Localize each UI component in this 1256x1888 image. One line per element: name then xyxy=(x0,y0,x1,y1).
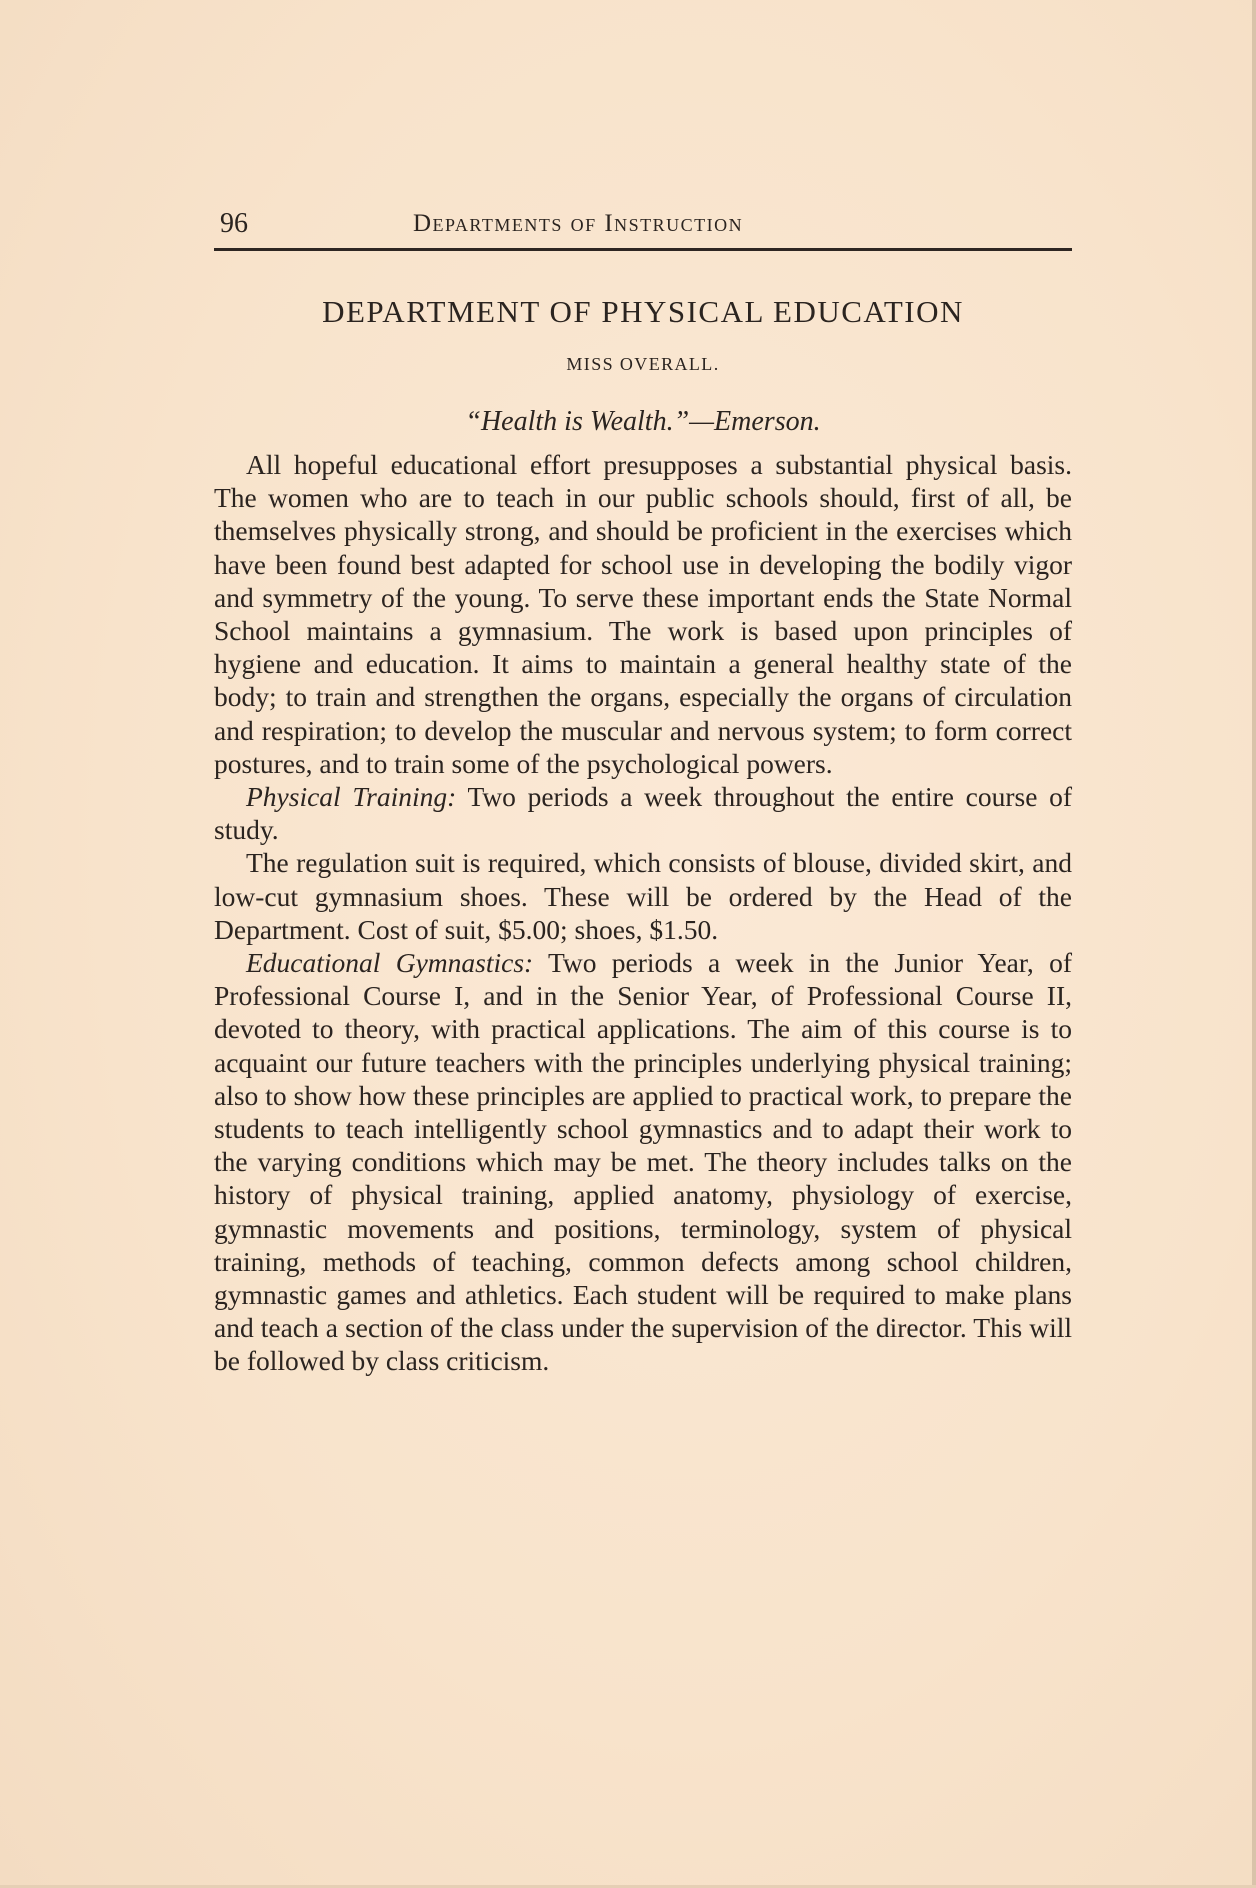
page-number: 96 xyxy=(220,208,248,239)
physical-training-paragraph xyxy=(214,780,1072,846)
educational-gymnastics-paragraph xyxy=(214,946,1072,1378)
physical-training-lead: Physical Training: xyxy=(246,781,457,813)
educational-gymnastics-text: Two periods a week in the Junior Year, of Professional Course I, and in the Senior Year, of Professional Course II, devoted to theory, with practical applications. The aim of this course is to acquaint our future teachers with the principles underlying physical training; also to show how these principles are applied to practical work, to prepare the students to teach intelligently school gymnastics and to adapt their work to the varying conditions which may be met. The theory includes talks on the history of physical training, applied anatomy, physiology of exercise, gymnastic movements and positions, terminology, system of physical training, methods of teaching, common defects among school children, gymnastic games and athletics. Each student will be required to make plans and teach a section of the class under the supervision of the director. This will be followed by class criticism. xyxy=(214,947,1072,1377)
department-title: DEPARTMENT OF PHYSICAL EDUCATION xyxy=(322,294,964,329)
running-title: Departments of Instruction xyxy=(413,210,744,237)
header-rule xyxy=(214,248,1072,251)
body-text xyxy=(214,448,1072,1378)
educational-gymnastics-lead: Educational Gymnastics: xyxy=(246,947,534,979)
physical-training-text: Two periods a week throughout the entire course of study. xyxy=(214,781,1072,846)
suit-paragraph: The regulation suit is required, which consists of blouse, divided skirt, and low-cut gymnasium shoes. These will be ordered by the Head of the Department. Cost of suit, $5.00; shoes, $1.50. xyxy=(214,847,1072,945)
running-head xyxy=(214,204,1072,244)
motto-quote: “Health is Wealth.”—Emerson. xyxy=(465,406,821,437)
instructor-name: MISS OVERALL. xyxy=(566,354,720,374)
page-edge-shadow xyxy=(1252,0,1256,1888)
intro-paragraph: All hopeful educational effort presupposes a substantial physical basis. The women who are to teach in our public schools should, first of all, be themselves physically strong, and should be proficient in the exercises which have been found best adapted for school use in developing the bodily vigor and symmetry of the young. To serve these important ends the State Normal School maintains a gymnasium. The work is based upon principles of hygiene and education. It aims to maintain a general healthy state of the body; to train and strengthen the organs, especially the organs of circulation and respiration; to develop the muscular and nervous system; to form correct postures, and to train some of the psychological powers. xyxy=(214,449,1072,779)
